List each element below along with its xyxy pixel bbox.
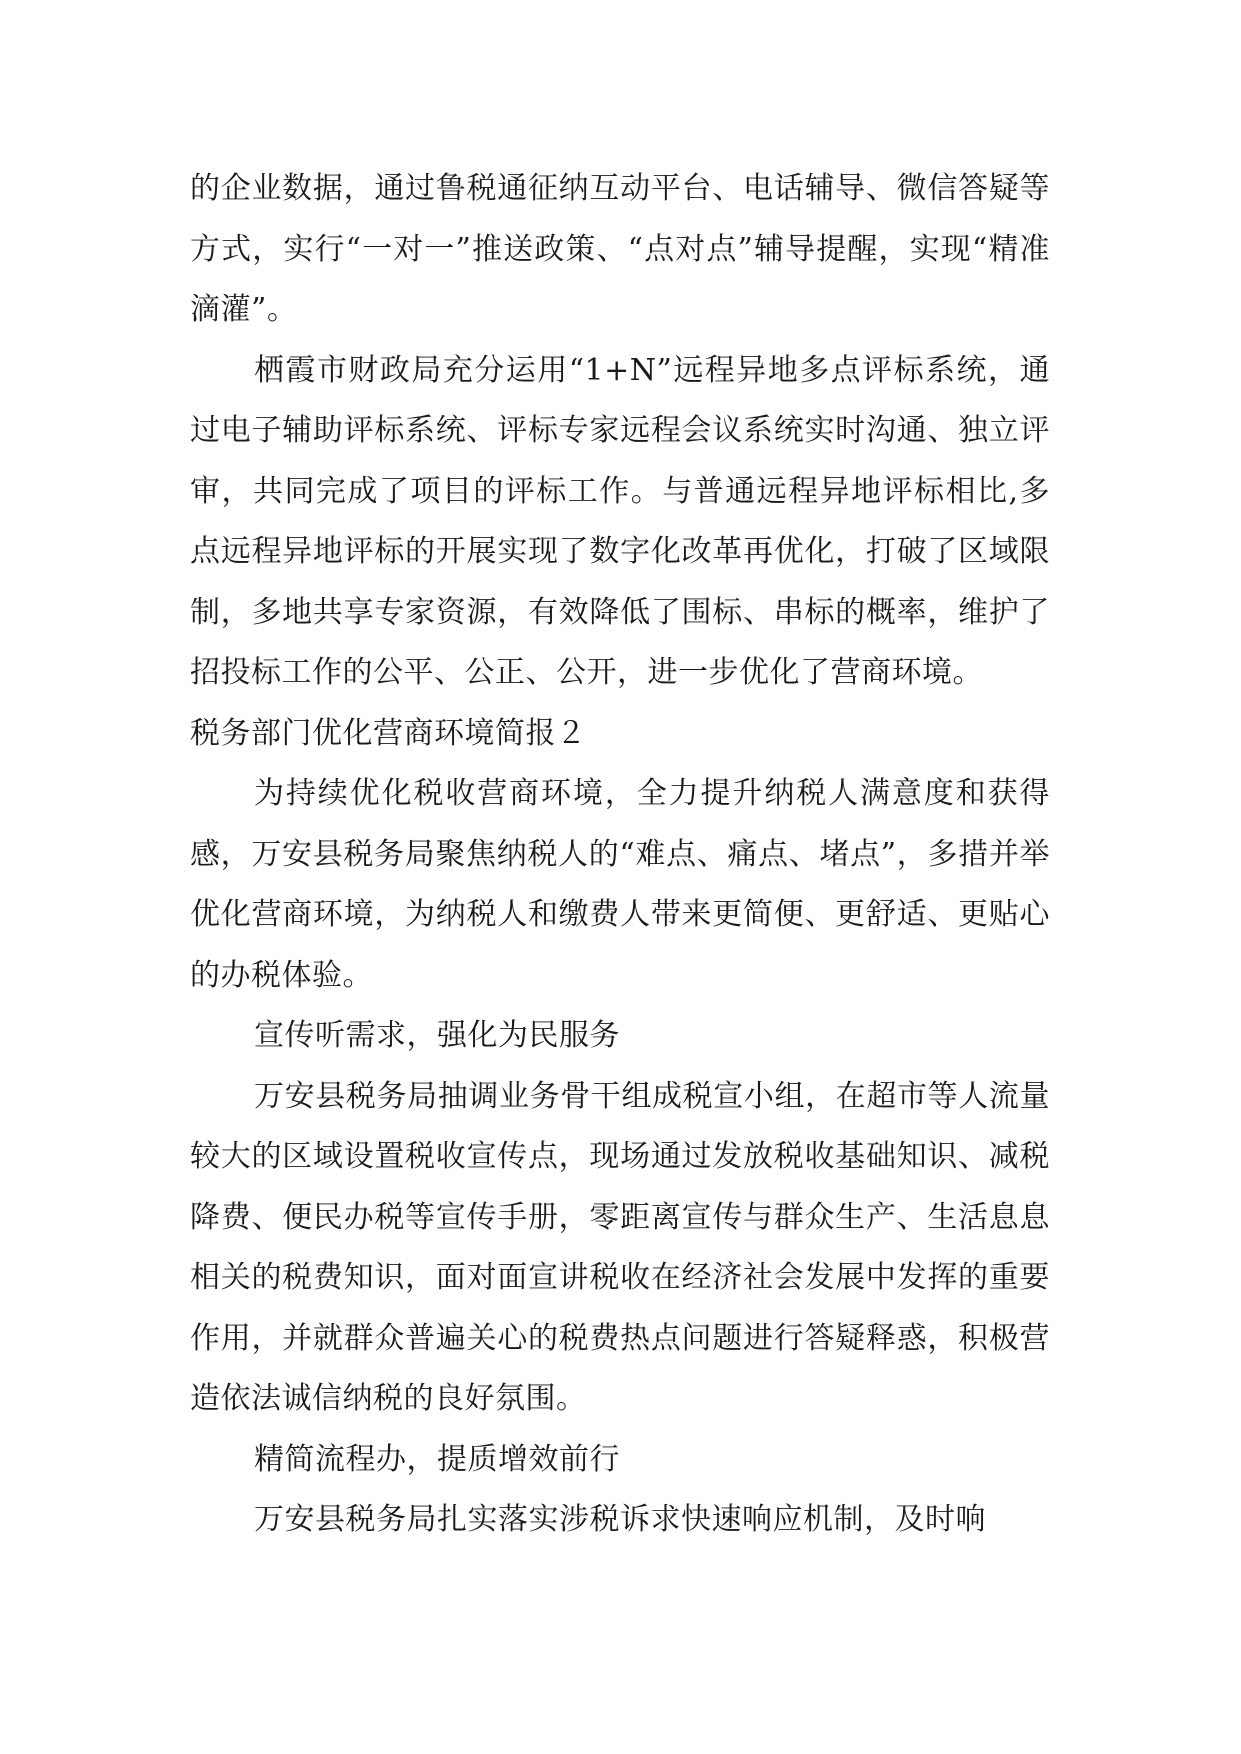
paragraph-streamline: 万安县税务局扎实落实涉税诉求快速响应机制，及时响 xyxy=(254,1502,986,1537)
paragraph-continuation: 的企业数据，通过鲁税通征纳互动平台、电话辅导、微信答疑等方式，实行“一对一”推送政策、“点对点”辅导提醒，实现“精准滴灌”。 xyxy=(190,171,1050,327)
paragraph-publicity: 万安县税务局抽调业务骨干组成税宣小组，在超市等人流量较大的区域设置税收宣传点，现场通过发放税收基础知识、减税降费、便民办税等宣传手册，零距离宣传与群众生产、生活息息相关的税费知识，面对面宣讲税收在经济社会发展中发挥的重要作用，并就群众普遍关心的税费热点问题进行答疑释惑，积极营造依法诚信纳税的良好氛围。 xyxy=(190,1078,1050,1416)
paragraph-qixia-finance: 栖霞市财政局充分运用“1+N”远程异地多点评标系统，通过电子辅助评标系统、评标专家远程会议系统实时沟通、独立评审，共同完成了项目的评标工作。与普通远程异地评标相比,多点远程异地评标的开展实现了数字化改革再优化，打破了区域限制，多地共享专家资源，有效降低了围标、串标的概率，维护了招投标工作的公平、公正、公开，进一步优化了营商环境。 xyxy=(190,352,1050,690)
subheading-publicity: 宣传听需求，强化为民服务 xyxy=(254,1018,620,1053)
paragraph-intro: 为持续优化税收营商环境，全力提升纳税人满意度和获得感，万安县税务局聚焦纳税人的“难点、痛点、堵点”，多措并举优化营商环境，为纳税人和缴费人带来更简便、更舒适、更贴心的办税体验。 xyxy=(190,776,1050,993)
document-body xyxy=(190,159,1050,1551)
subheading-streamline: 精简流程办，提质增效前行 xyxy=(254,1441,620,1477)
section-heading: 税务部门优化营商环境简报２ xyxy=(190,715,587,751)
